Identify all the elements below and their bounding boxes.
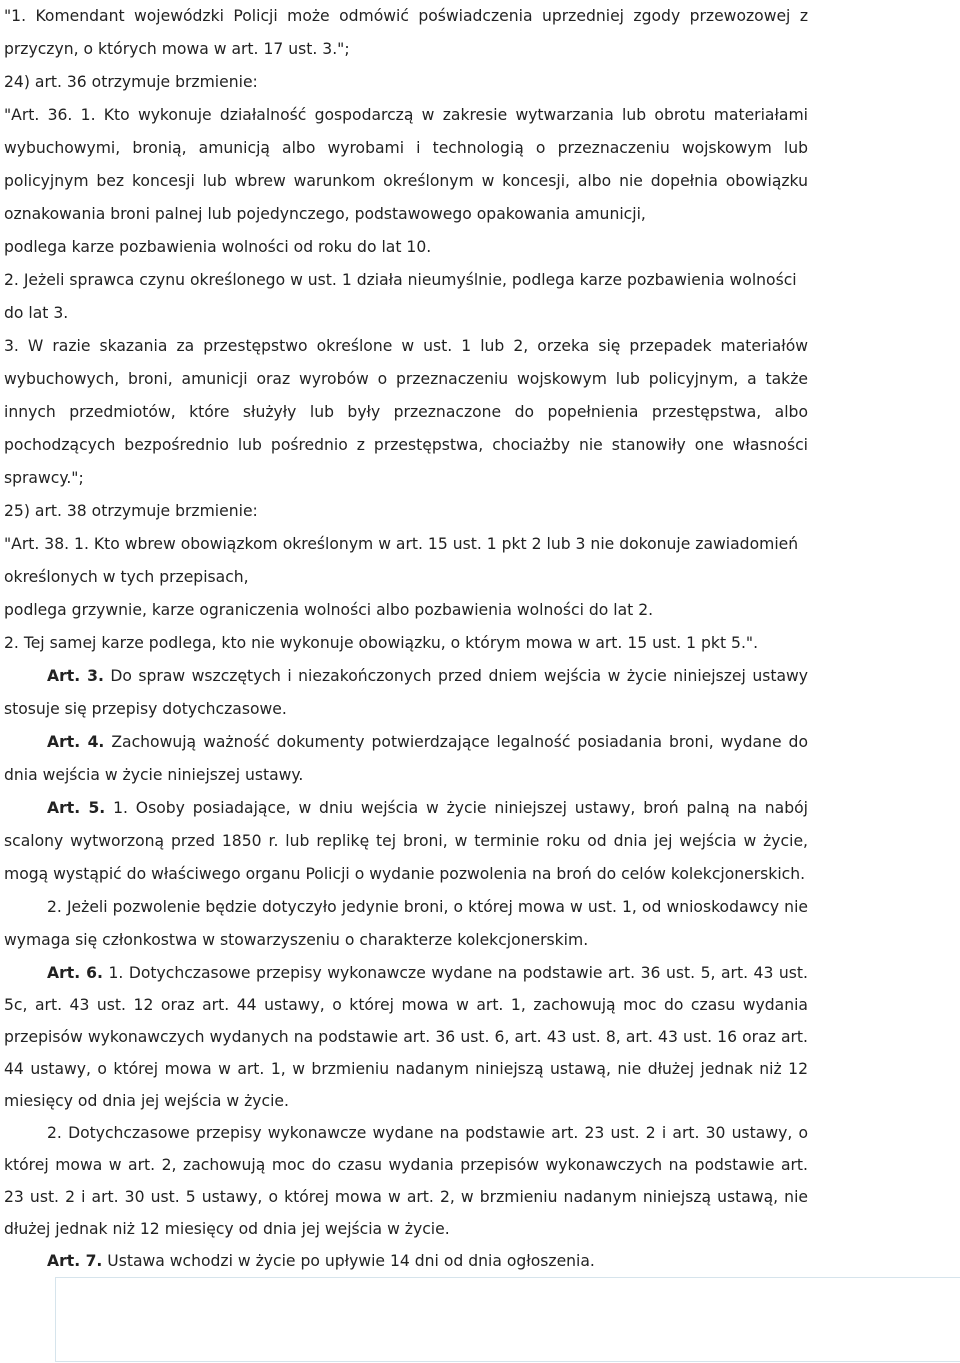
paragraph: 24) art. 36 otrzymuje brzmienie: — [4, 73, 258, 91]
paragraph: podlega karze pozbawienia wolności od roku do lat 10. — [4, 238, 432, 256]
article-3 — [4, 660, 808, 726]
paragraph: "1. Komendant wojewódzki Policji może odmówić poświadczenia uprzedniej zgody przewozowej z przyczyn, o których mowa w art. 17 ust. 3."; — [4, 7, 808, 58]
article-5 — [4, 792, 808, 891]
article-heading: Art. 7. — [47, 1252, 103, 1270]
article-heading: Art. 3. — [47, 667, 104, 685]
paragraph: 3. W razie skazania za przestępstwo określone w ust. 1 lub 2, orzeka się przepadek materiałów wybuchowych, broni, amunicji oraz wyrobów o przeznaczeniu wojskowym lub policyjnym, a także innych przedmiotów, które służyły lub były przeznaczone do popełnienia przestępstwa, albo pochodzących bezpośrednio lub pośrednio z przestępstwa, chociażby nie stanowiły one własności sprawcy."; — [4, 337, 808, 487]
paragraph: "Art. 36. 1. Kto wykonuje działalność gospodarczą w zakresie wytwarzania lub obrotu materiałami wybuchowymi, bronią, amunicją albo wyrobami i technologią o przeznaczeniu wojskowym lub policyjnym bez koncesji lub wbrew warunkom określonym w koncesji, albo nie dopełnia obowiązku oznakowania broni palnej lub pojedynczego, podstawowego opakowania amunicji, — [4, 106, 808, 223]
article-heading: Art. 5. — [47, 799, 106, 817]
empty-content-box — [55, 1277, 960, 1362]
article-4 — [4, 726, 808, 792]
paragraph: 2. Dotychczasowe przepisy wykonawcze wydane na podstawie art. 23 ust. 2 i art. 30 ustawy, o której mowa w art. 2, zachowują moc do czasu wydania przepisów wykonawczych na podstawie art. 23 ust. 2 i art. 30 ust. 5 ustawy, o której mowa w art. 2, w brzmieniu nadanym niniejszą ustawą, nie dłużej jednak niż 12 miesięcy od dnia jej wejścia w życie. — [4, 1124, 808, 1238]
article-heading: Art. 4. — [47, 733, 105, 751]
article-text: 1. Dotychczasowe przepisy wykonawcze wydane na podstawie art. 36 ust. 5, art. 43 ust. 5c, art. 43 ust. 12 oraz art. 44 ustawy, o której mowa w art. 1, zachowują moc do czasu wydania przepisów wykonawczych wydanych na podstawie art. 36 ust. 6, art. 43 ust. 8, art. 43 ust. 16 oraz art. 44 ustawy, o której mowa w art. 1, w brzmieniu nadanym niniejszą ustawą, nie dłużej jednak niż 12 miesięcy od dnia jej wejścia w życie. — [4, 964, 809, 1110]
paragraph: 25) art. 38 otrzymuje brzmienie: — [4, 502, 258, 520]
paragraph: 2. Jeżeli sprawca czynu określonego w ust. 1 działa nieumyślnie, podlega karze pozbawienia wolności do lat 3. — [4, 271, 797, 322]
article-6 — [4, 957, 808, 1117]
paragraph: "Art. 38. 1. Kto wbrew obowiązkom określonym w art. 15 ust. 1 pkt 2 lub 3 nie dokonuje zawiadomień określonych w tych przepisach, — [4, 535, 799, 586]
article-heading: Art. 6. — [47, 964, 103, 982]
paragraph: 2. Jeżeli pozwolenie będzie dotyczyło jedynie broni, o której mowa w ust. 1, od wnioskodawcy nie wymaga się członkostwa w stowarzyszeniu o charakterze kolekcjonerskim. — [4, 898, 808, 949]
paragraph: podlega grzywnie, karze ograniczenia wolności albo pozbawienia wolności do lat 2. — [4, 601, 654, 619]
document-body — [4, 0, 808, 1278]
article-7 — [4, 1245, 808, 1278]
article-text: Zachowują ważność dokumenty potwierdzające legalność posiadania broni, wydane do dnia wejścia w życie niniejszej ustawy. — [4, 733, 808, 784]
article-text: Do spraw wszczętych i niezakończonych przed dniem wejścia w życie niniejszej ustawy stosuje się przepisy dotychczasowe. — [4, 667, 808, 718]
article-text: Ustawa wchodzi w życie po upływie 14 dni od dnia ogłoszenia. — [102, 1252, 595, 1270]
article-text: 1. Osoby posiadające, w dniu wejścia w życie niniejszej ustawy, broń palną na nabój scalony wytworzoną przed 1850 r. lub replikę tej broni, w terminie roku od dnia jej wejścia w życie, mogą wystąpić do właściwego organu Policji o wydanie pozwolenia na broń do celów kolekcjonerskich. — [4, 799, 809, 883]
paragraph: 2. Tej samej karze podlega, kto nie wykonuje obowiązku, o którym mowa w art. 15 ust. 1 pkt 5.". — [4, 634, 759, 652]
